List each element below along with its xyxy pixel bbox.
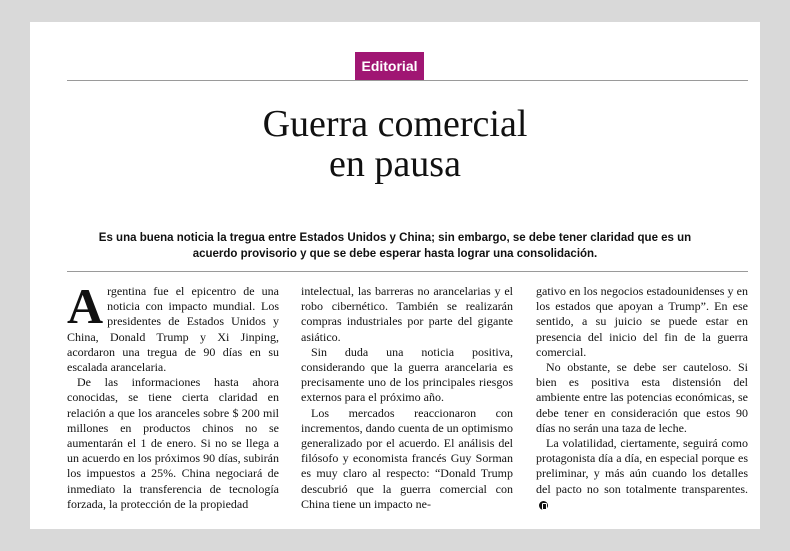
column-2 xyxy=(301,284,513,512)
paragraph xyxy=(67,278,279,375)
drop-cap: A xyxy=(67,278,104,334)
top-divider xyxy=(67,80,748,81)
paragraph: No obstante, se debe ser cauteloso. Si bien es positiva esta distensión del ambiente entre las potencias económicas, se debe tener en consideración que estos 90 días no serán una taza de leche. xyxy=(536,360,748,435)
section-tag: Editorial xyxy=(355,52,424,80)
paragraph xyxy=(536,436,748,512)
paragraph: gativo en los negocios estadounidenses y en los estados que apoyan a Trump”. En ese sentido, a su juicio se puede estar en presencia del inicio del fin de la guerra comercial. xyxy=(536,284,748,359)
column-1 xyxy=(67,278,279,512)
deck-subtitle xyxy=(90,230,700,262)
paragraph-text: La volatilidad, ciertamente, seguirá como protagonista día a día, en especial porque es preliminar, y más aún cuando los detalles del pacto no son totalmente transparentes. xyxy=(536,436,748,496)
headline-line-2: en pausa xyxy=(329,143,461,185)
end-of-article-icon xyxy=(539,501,548,510)
paragraph-text: rgentina fue el epicentro de una noticia con impacto mundial. Los presidentes de Estados Unidos y China, Donald Trump y Xi Jinping, acordaron una tregua de 90 días en su escalada arancelaria. xyxy=(67,284,279,375)
headline-line-1: Guerra comercial xyxy=(262,103,528,145)
deck-line-1: Es una buena noticia la tregua entre Estados Unidos y China; sin embargo, se debe tener claridad que es un xyxy=(98,232,692,244)
deck-line-2: acuerdo provisorio y que se debe esperar hasta lograr una consolidación. xyxy=(192,248,598,260)
headline xyxy=(90,104,700,184)
paragraph: De las informaciones hasta ahora conocidas, se tiene cierta claridad en relación a que los aranceles sobre $ 200 mil millones en productos chinos no se aumentarán el 1 de enero. Si no se llega a un acuerdo en los próximos 90 días, subirán los impuestos a 25%. China negociará de inmediato la transferencia de tecnología forzada, la protección de la propiedad xyxy=(67,375,279,511)
paragraph: intelectual, las barreras no arancelarias y el robo cibernético. También se realizarán compras industriales por parte del gigante asiático. xyxy=(301,284,513,344)
newspaper-page xyxy=(30,22,760,529)
column-3 xyxy=(536,284,748,512)
paragraph: Sin duda una noticia positiva, considerando que la guerra arancelaria es precisamente uno de los principales riesgos externos para el próximo año. xyxy=(301,344,513,405)
paragraph: Los mercados reaccionaron con incrementos, dando cuenta de un optimismo generalizado por el acuerdo. El análisis del filósofo y economista francés Guy Sorman es muy claro al respecto: “Donald Trump descubrió que la guerra comercial con China tiene un impacto ne- xyxy=(301,405,513,511)
body-divider xyxy=(67,271,748,272)
